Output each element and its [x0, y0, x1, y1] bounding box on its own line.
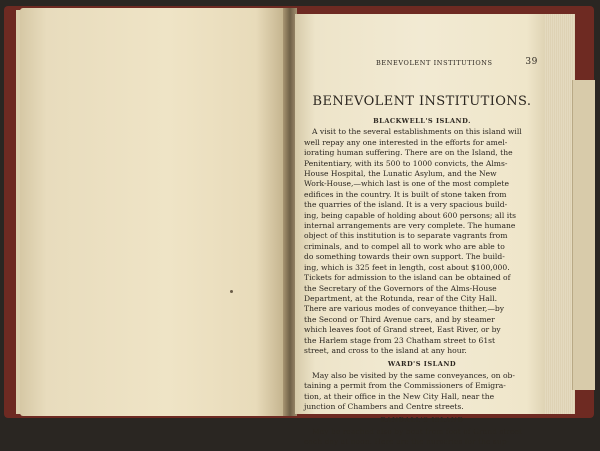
page-title: BENEVOLENT INSTITUTIONS. [312, 94, 532, 109]
text-line: well repay any one interested in the efforts for amel- [304, 137, 508, 147]
section-paragraph [304, 127, 540, 356]
text-line: Department, at the Rotunda, rear of the City Hall. [304, 293, 498, 303]
text-line: which leaves foot of Grand street, East River, or by [304, 325, 501, 335]
text-line: each day at noon. Here are the nurseries for the sup- [304, 437, 510, 447]
text-line: object of this institution is to separate vagrants from [304, 231, 508, 241]
text-line: criminals, and to compel all to work who are able to [304, 241, 505, 251]
text-line: taining a permit from the Commissioners of Emigra- [304, 381, 506, 391]
text-line: May also be visited by the same conveyances, on ob- [312, 370, 515, 380]
text-line: junction of Chambers and Centre streets. [304, 401, 464, 411]
text-line: street, and cross to the island at any hour. [304, 345, 467, 355]
section-gap [304, 448, 540, 451]
page-tab [572, 80, 595, 390]
text-line: May be reached also by boat from foot of Grand street [312, 426, 523, 436]
text-line: Tickets for admission to the island can be obtained of [304, 273, 511, 283]
right-page-edges [545, 14, 575, 414]
section-heading: RANDALL'S ISLAND [380, 416, 464, 425]
text-line: Work-House,—which last is one of the most complete [304, 179, 509, 189]
text-line: do something towards their own support. The build- [304, 252, 505, 262]
section-paragraph [304, 427, 540, 448]
text-line: ing, being capable of holding about 600 persons; all its [304, 210, 517, 220]
text-line: the Secretary of the Governors of the Alms-House [304, 283, 497, 293]
paper-spot [230, 290, 233, 293]
left-page-blank [20, 8, 288, 416]
text-line: tion, at their office in the New City Hall, near the [304, 391, 495, 401]
text-line: iorating human suffering. There are on the Island, the [304, 148, 513, 158]
text-line: the quarries of the island. It is a very spacious build- [304, 200, 508, 210]
page-number: 39 [525, 57, 538, 67]
running-head: BENEVOLENT INSTITUTIONS [376, 59, 493, 67]
text-line: edifices in the country. It is built of stone taken from [304, 189, 507, 199]
section-paragraph [304, 371, 540, 413]
text-line: internal arrangements are very complete. The humane [304, 221, 516, 231]
section-heading: BLACKWELL'S ISLAND. [373, 117, 471, 125]
text-line: ing, which is 325 feet in length, cost about $100,000. [304, 262, 510, 272]
text-line: the Harlem stage from 23 Chatham street to 61st [304, 335, 496, 345]
text-line: the Second or Third Avenue cars, and by steamer [304, 314, 495, 324]
section-heading: WARD'S ISLAND [387, 360, 457, 369]
text-line: A visit to the several establishments on this island will [312, 127, 522, 137]
text-line: Penitentiary, with its 500 to 1000 convicts, the Alms- [304, 158, 508, 168]
text-line: House Hospital, the Lunatic Asylum, and the New [304, 169, 497, 179]
text-line: There are various modes of conveyance thither,—by [304, 304, 505, 314]
page-body [304, 116, 540, 451]
